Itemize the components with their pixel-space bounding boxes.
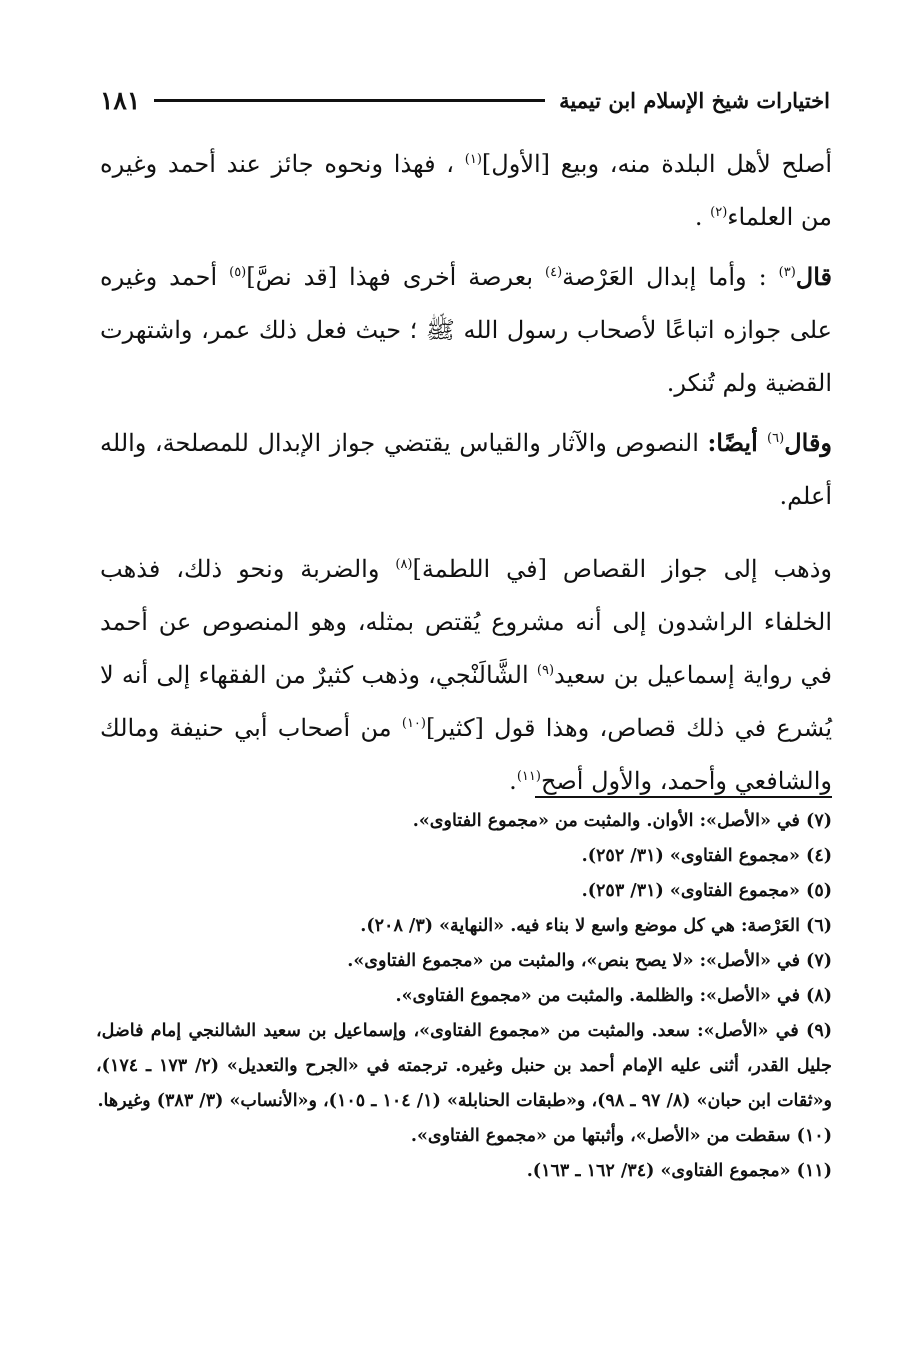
footnote-item: (١٠) سقطت من «الأصل»، وأثبتها من «مجموع الفتاوى». (410, 1126, 832, 1146)
page-header (100, 76, 830, 124)
paragraph-1 (100, 138, 832, 244)
footnote-ref: (٥) (229, 265, 247, 280)
footnote-ref: (٦) (767, 431, 785, 446)
footnote-item: (٨) في «الأصل»: والظلمة. والمثبت من «مجموع الفتاوى». (395, 986, 832, 1006)
text-run: من أصحاب أبي حنيفة ومالك والشافعي وأحمد، والأول أصح (100, 714, 832, 795)
paragraph-lead: وقال (784, 428, 832, 457)
text-run: . (509, 767, 517, 795)
footnote-item: (٦) العَرْصة: هي كل موضع واسع لا بناء فيه. «النهاية» (٣/ ٢٠٨). (360, 916, 832, 936)
text-run: الشَّالَنْجي، وذهب كثيرٌ من الفقهاء إلى أنه لا يُشرع في ذلك قصاص، وهذا قول [كثير] (100, 661, 832, 742)
running-title: اختيارات شيخ الإسلام ابن تيمية (559, 87, 830, 113)
paragraph-3 (100, 416, 832, 523)
paragraph-lead: أيضًا: (707, 428, 768, 457)
footnote-ref: (٣) (778, 265, 796, 280)
text-run: النصوص والآثار والقياس يقتضي جواز الإبدال للمصلحة، والله أعلم. (100, 429, 832, 510)
text-run: . (694, 203, 711, 231)
paragraph-2 (100, 250, 832, 410)
page-number: ١٨١ (100, 85, 141, 115)
text-run: أحمد وغيره على جوازه اتباعًا لأصحاب رسول الله ﷺ ؛ حيث فعل ذلك عمر، واشتهرت القضية ولم تُنكر. (100, 263, 832, 397)
footnote-item: (٤) «مجموع الفتاوى» (٣١/ ٢٥٢). (581, 846, 832, 866)
footnote-divider (535, 796, 832, 798)
text-run: وذهب إلى جواز القصاص [في اللطمة] (412, 555, 832, 583)
footnote-ref: (١١) (516, 769, 541, 784)
footnote-ref: (٨) (395, 557, 413, 572)
text-run: أصلح لأهل البلدة منه، وبيع [الأول] (481, 150, 833, 178)
footnotes (96, 804, 832, 1189)
footnote-ref: (٩) (536, 663, 555, 678)
footnote-ref: (١) (464, 152, 482, 167)
footnote-item: (٧) في «الأصل»: «لا يصح بنص»، والمثبت من «مجموع الفتاوى». (347, 951, 832, 971)
footnote-item: (٧) في «الأصل»: الأوان. والمثبت من «مجموع الفتاوى». (412, 811, 832, 831)
paragraph-lead: قال (795, 262, 833, 291)
footnote-ref: (١٠) (401, 716, 426, 731)
text-run: ، فهذا ونحوه جائز عند أحمد وغيره من العلماء (100, 150, 832, 231)
footnote-item: (٩) في «الأصل»: سعد. والمثبت من «مجموع الفتاوى»، وإسماعيل بن سعيد الشالنجي إمام فاضل، جليل القدر، أثنى عليه الإمام أحمد بن حنبل وغيره. ترجمته في «الجرح والتعديل» (٢/ ١٧٣ ـ ١٧٤)، و«ثقات ابن حبان» (٨/ ٩٧ ـ ٩٨)، و«طبقات الحنابلة» (١/ ١٠٤ ـ ١٠٥)، و«الأنساب» (٣/ ٣٨٣) وغيرها. (96, 1021, 833, 1111)
footnote-ref: (٢) (710, 205, 728, 220)
main-text (100, 138, 832, 808)
text-run: والضربة ونحو ذلك، فذهب الخلفاء الراشدون إلى أنه مشروع يُقتص بمثله، وهو المنصوص عن أحمد في رواية إسماعيل بن سعيد (100, 555, 832, 689)
footnote-item: (١١) «مجموع الفتاوى» (٣٤/ ١٦٢ ـ ١٦٣). (526, 1161, 832, 1181)
text-run: بعرصة أخرى فهذا [قد نصَّ] (246, 263, 546, 291)
paragraph-4 (100, 543, 832, 808)
footnote-ref: (٤) (545, 265, 563, 280)
footnote-item: (٥) «مجموع الفتاوى» (٣١/ ٢٥٣). (581, 881, 832, 901)
header-rule (154, 99, 545, 102)
text-run: : وأما إبدال العَرْصة (562, 263, 779, 291)
